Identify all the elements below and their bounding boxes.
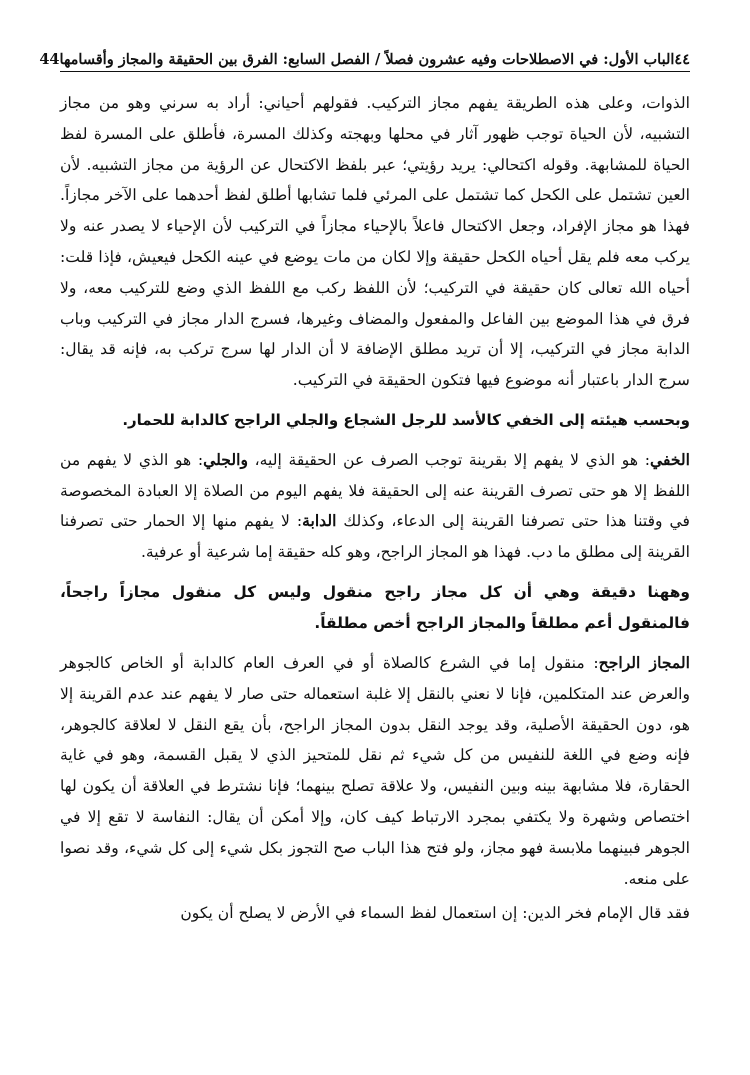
term-preponderant-metaphor: المجاز الراجح — [598, 652, 690, 672]
paragraph-preponderant-metaphor — [60, 648, 690, 894]
page-number-latin: 44 — [39, 51, 60, 68]
paragraph-composition-metaphor: الذوات، وعلى هذه الطريقة يفهم مجاز التركيب. فقولهم أحياني: أراد به سرني وهو من مجاز التشبيه، لأن الحياة توجب ظهور آثار في محلها وبهجته وكذلك المسرة، فأطلق على المسرة لفظ الحياة للمشابهة. وقوله اكتحالي: يريد رؤيتي؛ عبر بلفظ الاكتحال عن الرؤية من مجاز التشبيه. لأن العين تشتمل على الكحل كما تشتمل على المرئي فلما تشابها أطلق لفظ أحدهما على الآخر مجازاً. فهذا هو مجاز الإفراد، وجعل الاكتحال فاعلاً بالإحياء مجازاً في التركيب لأن الإحياء لا يصدر عنه ولا يركب معه فلم يقل أحياه الكحل حقيقة وإلا لكان من مات يوضع في عينه الكحل فيعيش، فإذا قلت: أحياه الله تعالى كان حقيقة في التركيب؛ لأن اللفظ ركب مع اللفظ الذي وضع للتركيب معه، ولا فرق في هذا الموضع بين الفاعل والمفعول والمضاف وغيرها، فسرج الدار مجاز في التركيب وباب الدابة مجاز في التركيب، إلا أن تريد مطلق الإضافة لا أن الدار لها سرج تركب به، فإنه قد يقال: سرج الدار باعتبار أنه موضوع فيها فتكون الحقيقة في التركيب. — [60, 94, 690, 390]
page-body — [60, 88, 690, 929]
paragraph-hidden-clear — [60, 445, 690, 568]
paragraph-imam-quote: فقد قال الإمام فخر الدين: إن استعمال لفظ السماء في الأرض لا يصلح أن يكون — [180, 904, 690, 923]
definition-hidden: : هو الذي لا يفهم إلا بقرينة توجب الصرف عن الحقيقة إليه، — [247, 450, 650, 469]
section-statement-hidden-clear: وبحسب هيئته إلى الخفي كالأسد للرجل الشجاع والجلي الراجح كالدابة للحمار. — [122, 410, 690, 429]
term-clear: والجلي — [203, 449, 248, 469]
term-animal: الدابة — [302, 511, 337, 531]
running-header — [39, 40, 690, 72]
book-page — [39, 40, 690, 1045]
term-hidden: الخفي — [649, 449, 690, 469]
definition-animal: : لا يفهم منها إلا الحمار حتى تصرفنا القرينة إلى مطلق ما دب. فهذا هو المجاز الراجح، وهو كله حقيقة إما شرعية أو عرفية. — [60, 512, 690, 562]
running-header-title: الباب الأول: في الاصطلاحات وفيه عشرون فصلاً / الفصل السابع: الفرق بين الحقيقة والمجاز وأقسامها — [59, 51, 675, 68]
page-number-arabic: ٤٤ — [674, 51, 690, 68]
definition-clear: : هو الذي لا يفهم من اللفظ إلا هو حتى تصرف القرينة عنه إلى الحقيقة فلا يفهم اليوم من الصلاة إلا العبادة المخصوصة في وقتنا هذا حتى تصرفنا القرينة إلى الدعاء، وكذلك — [60, 450, 690, 531]
definition-preponderant-metaphor: : منقول إما في الشرع كالصلاة أو في العرف العام كالدابة أو الخاص كالجوهر والعرض عند المتكلمين، فإنا لا نعني بالنقل إلا غلبة استعماله حتى صار لا يفهم عند عدم القرينة إلا هو، دون الحقيقة الأصلية، وقد يوجد النقل بدون المجاز الراجح، بأن يقع النقل لا لعلاقة كالجوهر، فإنه وضع في اللغة للنفيس من كل شيء ثم نقل للمتحيز الذي لا يقبل القسمة، وهو في غاية الحقارة، فلا مشابهة بينه وبين النفيس، ولا علاقة تصلح بينهما؛ فإنا نشترط في العلاقة أن يكون لها اختصاص وشهرة ولا يكتفي بمجرد الارتباط كيف كان، وإلا أمكن أن يقال: النفاسة لا تقع إلا في الجوهر فبينهما ملابسة فهو مجاز، ولو فتح هذا الباب صح التجوز بكل شيء إلى كل شيء، وقد نصوا على منعه. — [60, 653, 690, 888]
section-statement-subtlety: وههنا دقيقة وهي أن كل مجاز راجح منقول وليس كل منقول مجازاً راجحاً، فالمنقول أعم مطلقاً والمجاز الراجح أخص مطلقاً. — [60, 582, 690, 632]
